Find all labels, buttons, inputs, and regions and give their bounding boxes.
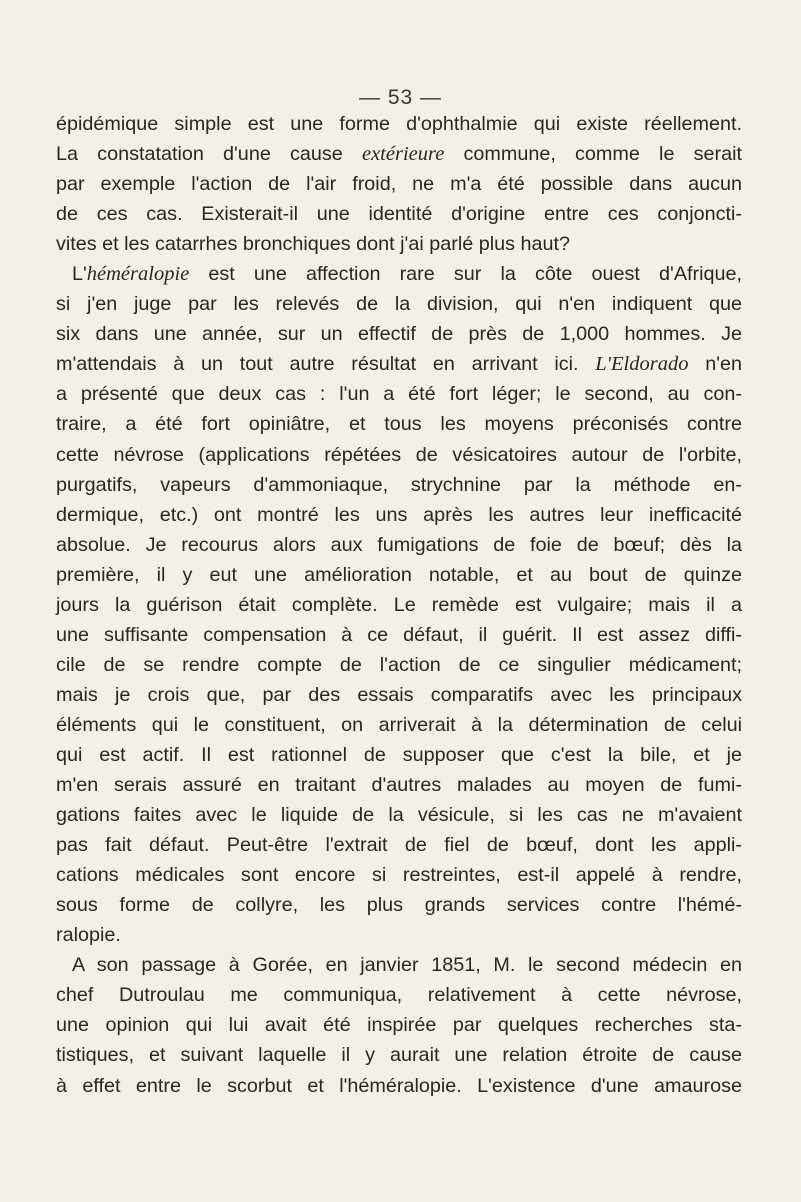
text-segment: ralopie. — [56, 924, 121, 947]
text-segment: six dans une année, sur un effectif de près de 1,000 hommes. Je — [56, 323, 742, 346]
text-segment: mais je crois que, par des essais comparatifs avec les principaux — [56, 683, 742, 706]
text-line — [56, 950, 742, 980]
text-line — [56, 800, 742, 830]
text-line — [56, 770, 742, 800]
text-line — [56, 890, 742, 920]
text-line — [56, 199, 742, 229]
text-segment: jours la guérison était complète. Le remède est vulgaire; mais il a — [56, 593, 742, 616]
text-line — [56, 860, 742, 890]
text-line — [56, 830, 742, 860]
text-segment: traire, a été fort opiniâtre, et tous les moyens préconisés contre — [56, 413, 742, 436]
text-segment: chef Dutroulau me communiqua, relativement à cette névrose, — [56, 984, 742, 1007]
text-line — [56, 620, 742, 650]
text-segment: qui est actif. Il est rationnel de supposer que c'est la bile, et je — [56, 743, 742, 766]
text-segment: une opinion qui lui avait été inspirée par quelques recherches sta- — [56, 1014, 742, 1037]
text-line — [56, 379, 742, 409]
italic-phrase: héméralopie — [86, 263, 190, 286]
text-line — [56, 1010, 742, 1040]
text-line — [56, 1071, 742, 1101]
text-segment: L' — [72, 263, 87, 286]
text-line — [56, 259, 742, 289]
page-number: — 53 — — [358, 86, 443, 109]
text-segment: sous forme de collyre, les plus grands services contre l'hémé- — [56, 894, 742, 917]
text-segment: si j'en juge par les relevés de la division, qui n'en indiquent que — [56, 293, 742, 316]
text-segment: dermique, etc.) ont montré les uns après les autres leur inefficacité — [56, 503, 742, 526]
text-segment: de ces cas. Existerait-il une identité d'origine entre ces conjoncti- — [56, 203, 742, 226]
text-line — [56, 650, 742, 680]
text-segment: vites et les catarrhes bronchiques dont j'ai parlé plus haut? — [56, 233, 570, 256]
text-segment: a présenté que deux cas : l'un a été fort léger; le second, au con- — [56, 383, 742, 406]
text-segment: La constatation d'une cause — [56, 143, 362, 166]
text-line — [56, 1040, 742, 1070]
text-segment: cile de se rendre compte de l'action de ce singulier médicament; — [56, 653, 742, 676]
text-line — [56, 409, 742, 439]
text-segment: par exemple l'action de l'air froid, ne m'a été possible dans aucun — [56, 173, 742, 196]
italic-phrase: extérieure — [361, 143, 445, 166]
text-segment: m'en serais assuré en traitant d'autres malades au moyen de fumi- — [56, 774, 742, 797]
text-line — [56, 229, 742, 259]
text-line — [56, 470, 742, 500]
text-segment: m'attendais à un tout autre résultat en arrivant ici. — [56, 353, 596, 376]
text-line — [56, 289, 742, 319]
text-segment: n'en — [688, 353, 742, 376]
text-segment: cette névrose (applications répétées de vésicatoires autour de l'orbite, — [56, 443, 742, 466]
text-line — [56, 139, 742, 169]
text-line — [56, 530, 742, 560]
text-segment: tistiques, et suivant laquelle il y aurait une relation étroite de cause — [56, 1044, 742, 1067]
text-segment: une suffisante compensation à ce défaut, il guérit. Il est assez diffi- — [56, 623, 742, 646]
text-line — [56, 980, 742, 1010]
text-segment: gations faites avec le liquide de la vésicule, si les cas ne m'avaient — [56, 804, 742, 827]
text-segment: à effet entre le scorbut et l'héméralopie. L'existence d'une amaurose — [56, 1074, 742, 1097]
text-line — [56, 349, 742, 379]
text-segment: A son passage à Gorée, en janvier 1851, M. le second médecin en — [72, 954, 742, 977]
text-line — [56, 319, 742, 349]
text-segment: commune, comme le serait — [444, 143, 742, 166]
text-line — [56, 440, 742, 470]
text-segment: première, il y eut une amélioration notable, et au bout de quinze — [56, 563, 742, 586]
text-line — [56, 710, 742, 740]
italic-phrase: L'Eldorado — [595, 353, 689, 376]
text-line — [56, 169, 742, 199]
text-segment: est une affection rare sur la côte ouest d'Afrique, — [189, 263, 742, 286]
text-segment: absolue. Je recourus alors aux fumigations de foie de bœuf; dès la — [56, 533, 742, 556]
text-line — [56, 920, 742, 950]
text-line — [56, 560, 742, 590]
text-line — [56, 109, 742, 139]
text-line — [56, 740, 742, 770]
text-segment: purgatifs, vapeurs d'ammoniaque, strychnine par la méthode en- — [56, 473, 742, 496]
body-text — [56, 109, 742, 1101]
text-line — [56, 680, 742, 710]
text-line — [56, 590, 742, 620]
text-segment: éléments qui le constituent, on arriverait à la détermination de celui — [56, 713, 742, 736]
text-segment: cations médicales sont encore si restreintes, est-il appelé à rendre, — [56, 864, 742, 887]
text-segment: pas fait défaut. Peut-être l'extrait de fiel de bœuf, dont les appli- — [56, 834, 742, 857]
text-line — [56, 500, 742, 530]
text-segment: épidémique simple est une forme d'ophthalmie qui existe réellement. — [56, 113, 742, 135]
